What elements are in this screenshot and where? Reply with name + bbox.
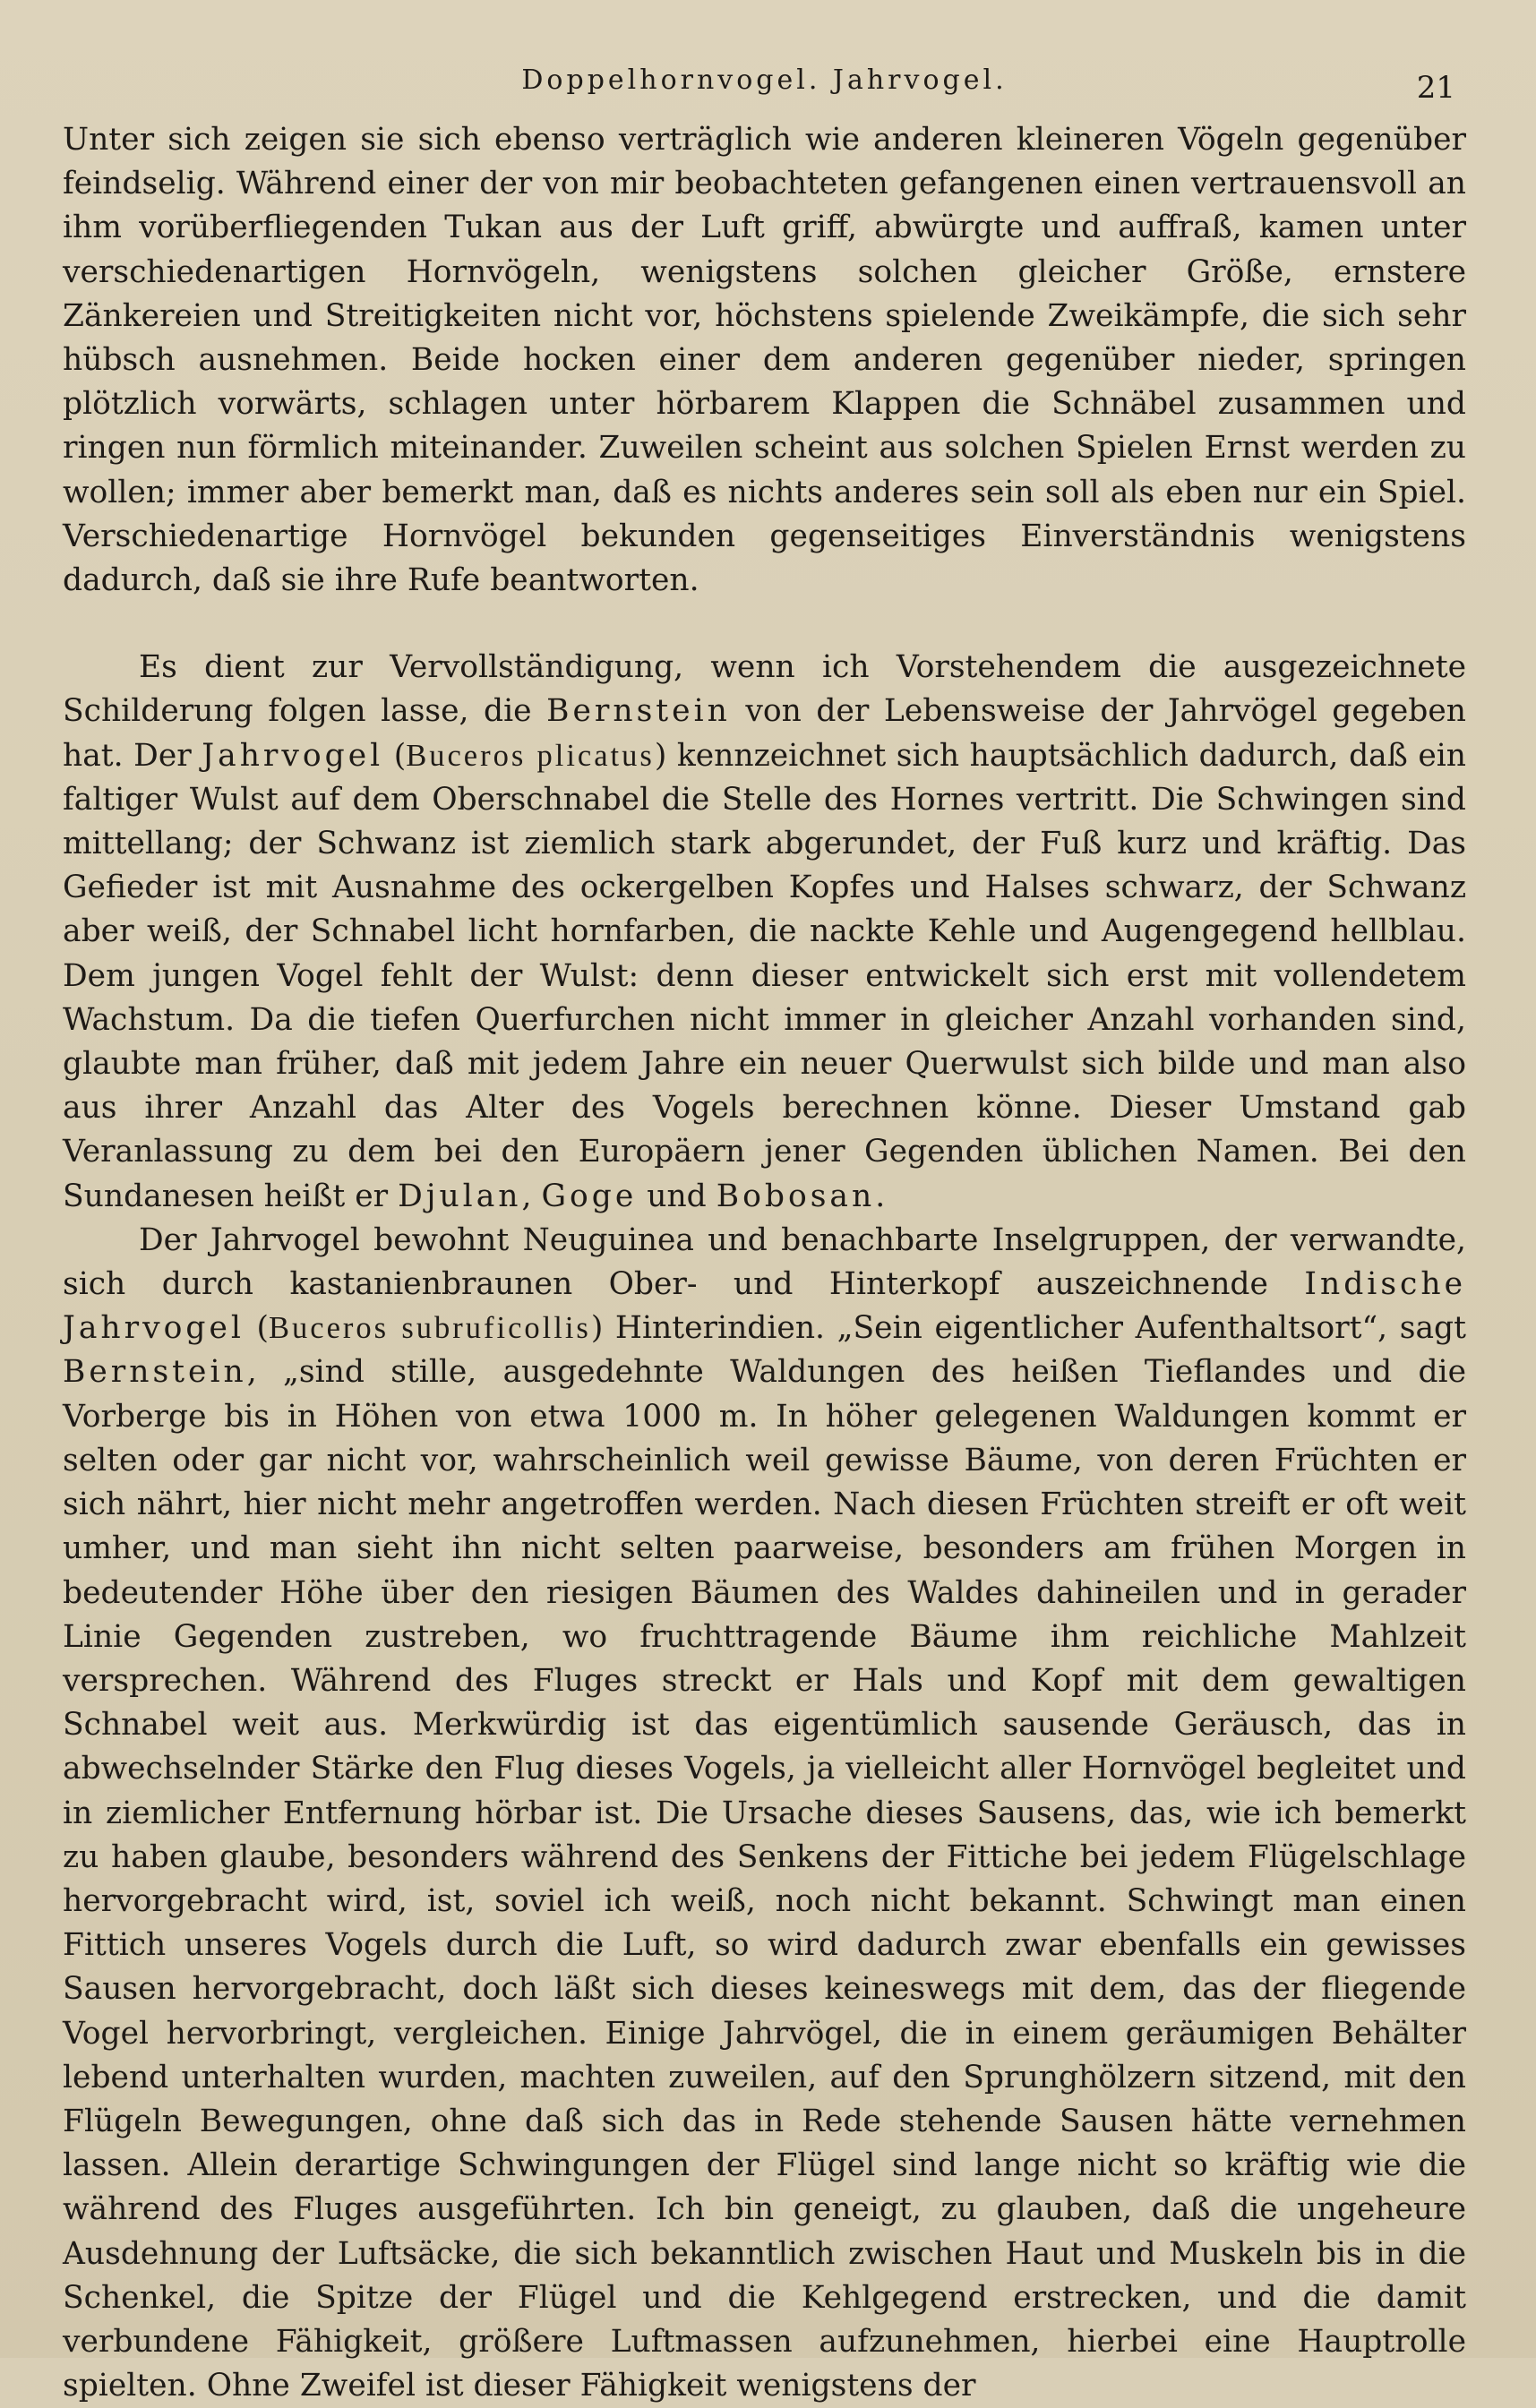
paragraph-2-text: von der Lebensweise der Jahrvögel gegeben hat. Der bbox=[63, 693, 1466, 774]
paragraph-1 bbox=[63, 118, 1466, 603]
paragraph-3-text: , „sind stille, ausgedehnte Waldungen des heißen Tieflandes und die Vorberge bis in Höhen von etwa 1000 m. In höher gelegenen Waldungen kommt er selten oder gar nicht vor, wahrscheinlich weil gewisse Bäume, von deren Früchten er sich nährt, hier nicht mehr angetroffen werden. Nach diesen Früchten streift er oft weit umher, und man sieht ihn nicht selten paarweise, besonders am frühen Morgen in bedeutender Höhe über den riesigen Bäumen des Waldes dahineilen und in gerader Linie Gegenden zustreben, wo fruchttragende Bäume ihm reichliche Mahlzeit versprechen. Während des Fluges streckt er Hals und Kopf mit dem gewaltigen Schnabel weit aus. Merkwürdig ist das eigentümlich sausende Geräusch, das in abwechselnder Stärke den Flug dieses Vogels, ja vielleicht aller Hornvögel begleitet und in ziemlicher Entfernung hörbar ist. Die Ursache dieses Sausens, das, wie ich bemerkt zu haben glaube, besonders während des Senkens der Fittiche bei jedem Flügelschlage hervorgebracht wird, ist, soviel ich weiß, noch nicht bekannt. Schwingt man einen Fittich unseres Vogels durch die Luft, so wird dadurch zwar ebenfalls ein gewisses Sausen hervorgebracht, doch läßt sich dieses keineswegs mit dem, das der fliegende Vogel hervorbringt, vergleichen. Einige Jahrvögel, die in einem geräumigen Behälter lebend unterhalten wurden, machten zuweilen, auf den Sprunghölzern sitzend, mit den Flügeln Bewegungen, ohne daß sich das in Rede stehende Sausen hätte vernehmen lassen. Allein derartige Schwingungen der Flügel sind lange nicht so kräftig wie die während des Fluges ausgeführten. Ich bin geneigt, zu glauben, daß die ungeheure Ausdehnung der Luftsäcke, die sich bekanntlich zwischen Haut und Muskeln bis in die Schenkel, die Spitze der Flügel und die Kehlgegend erstrecken, und die damit verbundene Fähigkeit, größere Luftmassen aufzunehmen, hierbei eine Hauptrolle spielten. Ohne Zweifel ist dieser Fähigkeit wenigstens der bbox=[63, 1354, 1466, 2404]
paragraph-3-text: ( bbox=[244, 1310, 270, 1347]
species-name-indischer-jahrvogel: Indische Jahrvogel bbox=[63, 1266, 1466, 1347]
latin-name-buceros-plicatus: Buceros plicatus bbox=[406, 738, 655, 773]
latin-name-buceros-subruficollis: Buceros subruficollis bbox=[269, 1311, 591, 1346]
person-name-bernstein: Bernstein bbox=[63, 1354, 247, 1391]
paragraph-2-text: , bbox=[521, 1178, 542, 1214]
paragraph-3 bbox=[63, 1219, 1466, 2408]
paragraph-3-text: ) Hinterindien. „Sein eigentlicher Aufenthaltsort“, sagt bbox=[590, 1310, 1466, 1347]
body-text bbox=[63, 118, 1466, 2408]
page-number: 21 bbox=[1416, 70, 1455, 106]
paragraph-2-text: . bbox=[875, 1178, 886, 1214]
paragraph-1-text: Unter sich zeigen sie sich ebenso verträglich wie anderen kleineren Vögeln gegenüber feindselig. Während einer der von mir beobachteten gefangenen einen vertrauensvoll an ihm vorüberfliegenden Tukan aus der Luft griff, abwürgte und auffraß, kamen unter verschiedenartigen Hornvögeln, wenigstens solchen gleicher Größe, ernstere Zänkereien und Streitigkeiten nicht vor, höchstens spielende Zweikämpfe, die sich sehr hübsch ausnehmen. Beide hocken einer dem anderen gegenüber nieder, springen plötzlich vorwärts, schlagen unter hörbarem Klappen die Schnäbel zusammen und ringen nun förmlich miteinander. Zuweilen scheint aus solchen Spielen Ernst werden zu wollen; immer aber bemerkt man, daß es nichts anderes sein soll als eben nur ein Spiel. Verschiedenartige Hornvögel bekunden gegenseitiges Einverständnis wenigstens dadurch, daß sie ihre Rufe beantworten. bbox=[63, 122, 1466, 599]
paragraph-2-text: ) kennzeichnet sich hauptsächlich dadurch, daß ein faltiger Wulst auf dem Oberschnabel die Stelle des Hornes vertritt. Die Schwingen sind mittellang; der Schwanz ist ziemlich stark abgerundet, der Fuß kurz und kräftig. Das Gefieder ist mit Ausnahme des ockergelben Kopfes und Halses schwarz, der Schwanz aber weiß, der Schnabel licht hornfarben, die nackte Kehle und Augengegend hellblau. Dem jungen Vogel fehlt der Wulst: denn dieser entwickelt sich erst mit vollendetem Wachstum. Da die tiefen Querfurchen nicht immer in gleicher Anzahl vorhanden sind, glaubte man früher, daß mit jedem Jahre ein neuer Querwulst sich bilde und man also aus ihrer Anzahl das Alter des Vogels berechnen könne. Dieser Umstand gab Veranlassung zu dem bei den Europäern jener Gegenden üblichen Namen. Bei den Sundanesen heißt er bbox=[63, 737, 1466, 1214]
running-head bbox=[63, 56, 1466, 109]
running-title: Doppelhornvogel. Jahrvogel. bbox=[521, 64, 1008, 96]
paragraph-2-text: und bbox=[637, 1178, 717, 1214]
local-name-goge: Goge bbox=[541, 1178, 638, 1214]
species-name-jahrvogel: Jahrvogel bbox=[202, 737, 384, 774]
paragraph-3-text: Der Jahrvogel bewohnt Neuguinea und benachbarte Inselgruppen, der verwandte, sich durch kastanienbraunen Ober- und Hinterkopf auszeichnende bbox=[63, 1221, 1466, 1303]
paragraph-2-text: ( bbox=[383, 737, 407, 774]
person-name-bernstein: Bernstein bbox=[546, 693, 731, 730]
local-name-djulan: Djulan bbox=[398, 1178, 522, 1214]
local-name-bobosan: Bobosan bbox=[716, 1178, 876, 1214]
paragraph-2 bbox=[63, 646, 1466, 1219]
paragraph-2-text: Es dient zur Vervollständigung, wenn ich Vorstehendem die ausgezeichnete Schilderung folgen lasse, die bbox=[63, 649, 1466, 730]
